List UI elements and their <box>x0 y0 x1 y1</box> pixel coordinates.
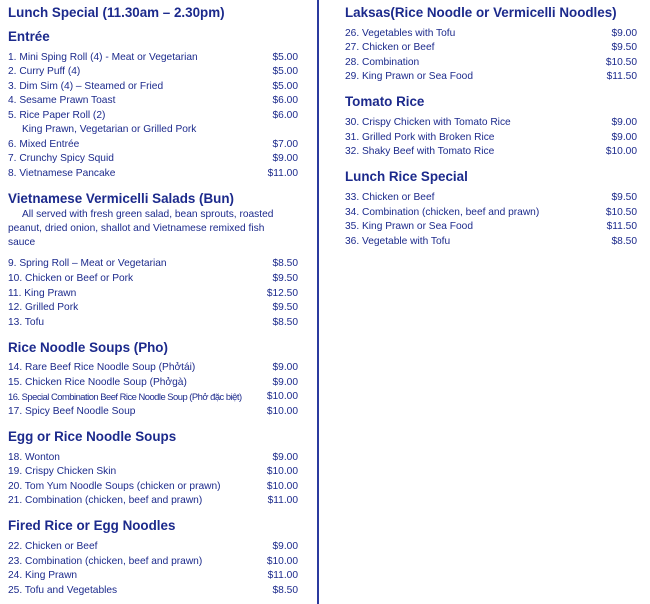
item-name: 23. Combination (chicken, beef and prawn) <box>8 556 203 567</box>
item-price: $9.00 <box>272 541 298 552</box>
item-name: 33. Chicken or Beef <box>345 192 435 203</box>
item-name: 12. Grilled Pork <box>8 302 79 313</box>
item-name: 16. Special Combination Beef Rice Noodle Soup (Phở đặc biệt) <box>8 391 242 402</box>
item-name: 28. Combination <box>345 57 420 68</box>
item-price: $11.50 <box>606 71 637 82</box>
vermicelli-heading: Vietnamese Vermicelli Salads (Bun) <box>8 191 235 206</box>
menu-item <box>8 95 298 107</box>
column-divider <box>317 0 319 604</box>
item-name: 2. Curry Puff (4) <box>8 66 81 77</box>
item-price: $10.50 <box>605 57 637 68</box>
item-name: 35. King Prawn or Sea Food <box>345 221 473 232</box>
menu-item <box>8 66 298 78</box>
item-price: $5.00 <box>272 81 298 92</box>
item-name: 9. Spring Roll – Meat or Vegetarian <box>8 258 167 269</box>
item-name: 5. Rice Paper Roll (2) <box>8 110 106 121</box>
item-price: $8.50 <box>611 236 637 247</box>
lunch-rice-heading: Lunch Rice Special <box>345 169 468 184</box>
item-name: 18. Wonton <box>8 452 60 463</box>
menu-item <box>8 110 298 122</box>
menu-item <box>8 81 298 93</box>
item-name: 22. Chicken or Beef <box>8 541 98 552</box>
item-name: 21. Combination (chicken, beef and prawn) <box>8 495 203 506</box>
fried-rice-heading: Fired Rice or Egg Noodles <box>8 518 176 533</box>
menu-item <box>8 585 298 597</box>
menu-item <box>8 52 298 64</box>
egg-soups-heading: Egg or Rice Noodle Soups <box>8 429 177 444</box>
item-price: $5.00 <box>272 66 298 77</box>
menu-item <box>8 317 298 329</box>
item-price: $8.50 <box>272 585 298 596</box>
vermicelli-description: All served with fresh green salad, bean sprouts, roasted <box>22 209 274 220</box>
vermicelli-description: sauce <box>8 237 36 248</box>
menu-item <box>8 481 298 493</box>
item-note: King Prawn, Vegetarian or Grilled Pork <box>22 124 197 135</box>
item-name: 34. Combination (chicken, beef and prawn) <box>345 207 540 218</box>
item-price: $11.00 <box>267 570 298 581</box>
menu-item <box>8 556 298 568</box>
menu-item <box>345 192 637 204</box>
item-price: $9.00 <box>611 132 637 143</box>
item-price: $12.50 <box>266 288 298 299</box>
menu-item <box>345 28 637 40</box>
menu-item <box>8 258 298 270</box>
item-price: $9.00 <box>272 153 298 164</box>
menu-item <box>8 406 298 418</box>
item-name: 27. Chicken or Beef <box>345 42 435 53</box>
item-name: 25. Tofu and Vegetables <box>8 585 118 596</box>
menu-item <box>8 391 298 403</box>
item-name: 10. Chicken or Beef or Pork <box>8 273 134 284</box>
item-name: 19. Crispy Chicken Skin <box>8 466 117 477</box>
item-price: $10.00 <box>266 391 298 402</box>
item-price: $9.00 <box>611 28 637 39</box>
item-price: $9.50 <box>272 273 298 284</box>
item-name: 4. Sesame Prawn Toast <box>8 95 116 106</box>
item-name: 13. Tofu <box>8 317 45 328</box>
item-price: $11.00 <box>267 168 298 179</box>
menu-item <box>8 452 298 464</box>
item-name: 30. Crispy Chicken with Tomato Rice <box>345 117 511 128</box>
laksas-heading: Laksas(Rice Noodle or Vermicelli Noodles) <box>345 5 617 20</box>
item-price: $9.50 <box>272 302 298 313</box>
item-price: $11.50 <box>606 221 637 232</box>
menu-item <box>8 377 298 389</box>
menu-item <box>8 153 298 165</box>
item-price: $7.00 <box>272 139 298 150</box>
item-price: $10.50 <box>605 207 637 218</box>
item-price: $10.00 <box>266 406 298 417</box>
menu-item <box>8 495 298 507</box>
menu-item <box>345 71 637 83</box>
menu-item <box>8 288 298 300</box>
item-name: 14. Rare Beef Rice Noodle Soup (Phởtái) <box>8 362 196 373</box>
menu-item <box>345 221 637 233</box>
menu-item <box>345 236 637 248</box>
item-name: 24. King Prawn <box>8 570 78 581</box>
menu-item <box>345 207 637 219</box>
menu-item <box>8 362 298 374</box>
item-price: $10.00 <box>266 466 298 477</box>
item-price: $6.00 <box>272 110 298 121</box>
item-price: $9.50 <box>611 42 637 53</box>
menu-item <box>345 57 637 69</box>
item-name: 20. Tom Yum Noodle Soups (chicken or prawn) <box>8 481 221 492</box>
item-name: 11. King Prawn <box>8 288 77 299</box>
item-name: 1. Mini Sping Roll (4) - Meat or Vegetarian <box>8 52 198 63</box>
item-name: 31. Grilled Pork with Broken Rice <box>345 132 495 143</box>
vermicelli-description: peanut, dried onion, shallot and Vietnamese remixed fish <box>8 223 265 234</box>
pho-heading: Rice Noodle Soups (Pho) <box>8 340 168 355</box>
item-price: $8.50 <box>272 258 298 269</box>
menu-item <box>345 132 637 144</box>
menu-item <box>345 146 637 158</box>
menu-item <box>8 570 298 582</box>
item-name: 32. Shaky Beef with Tomato Rice <box>345 146 495 157</box>
item-price: $9.50 <box>611 192 637 203</box>
menu-item <box>345 117 637 129</box>
menu-item <box>8 302 298 314</box>
item-name: 26. Vegetables with Tofu <box>345 28 456 39</box>
item-name: 3. Dim Sim (4) – Steamed or Fried <box>8 81 164 92</box>
item-price: $5.00 <box>272 52 298 63</box>
item-name: 17. Spicy Beef Noodle Soup <box>8 406 136 417</box>
item-price: $8.50 <box>272 317 298 328</box>
item-price: $10.00 <box>266 481 298 492</box>
menu-item <box>345 42 637 54</box>
item-name: 6. Mixed Entrée <box>8 139 80 150</box>
item-name: 15. Chicken Rice Noodle Soup (Phởgà) <box>8 377 187 388</box>
entree-heading: Entrée <box>8 29 50 44</box>
menu-item <box>8 139 298 151</box>
item-price: $9.00 <box>272 377 298 388</box>
item-price: $9.00 <box>611 117 637 128</box>
lunch-special-title: Lunch Special (11.30am – 2.30pm) <box>8 5 225 20</box>
item-price: $10.00 <box>605 146 637 157</box>
item-name: 7. Crunchy Spicy Squid <box>8 153 114 164</box>
tomato-rice-heading: Tomato Rice <box>345 94 425 109</box>
item-name: 29. King Prawn or Sea Food <box>345 71 473 82</box>
item-name: 36. Vegetable with Tofu <box>345 236 451 247</box>
item-price: $6.00 <box>272 95 298 106</box>
menu-item <box>8 273 298 285</box>
menu-item <box>8 466 298 478</box>
item-price: $11.00 <box>267 495 298 506</box>
menu-item <box>8 541 298 553</box>
item-price: $9.00 <box>272 452 298 463</box>
item-price: $10.00 <box>266 556 298 567</box>
item-name: 8. Vietnamese Pancake <box>8 168 116 179</box>
menu-item <box>8 168 298 180</box>
item-price: $9.00 <box>272 362 298 373</box>
